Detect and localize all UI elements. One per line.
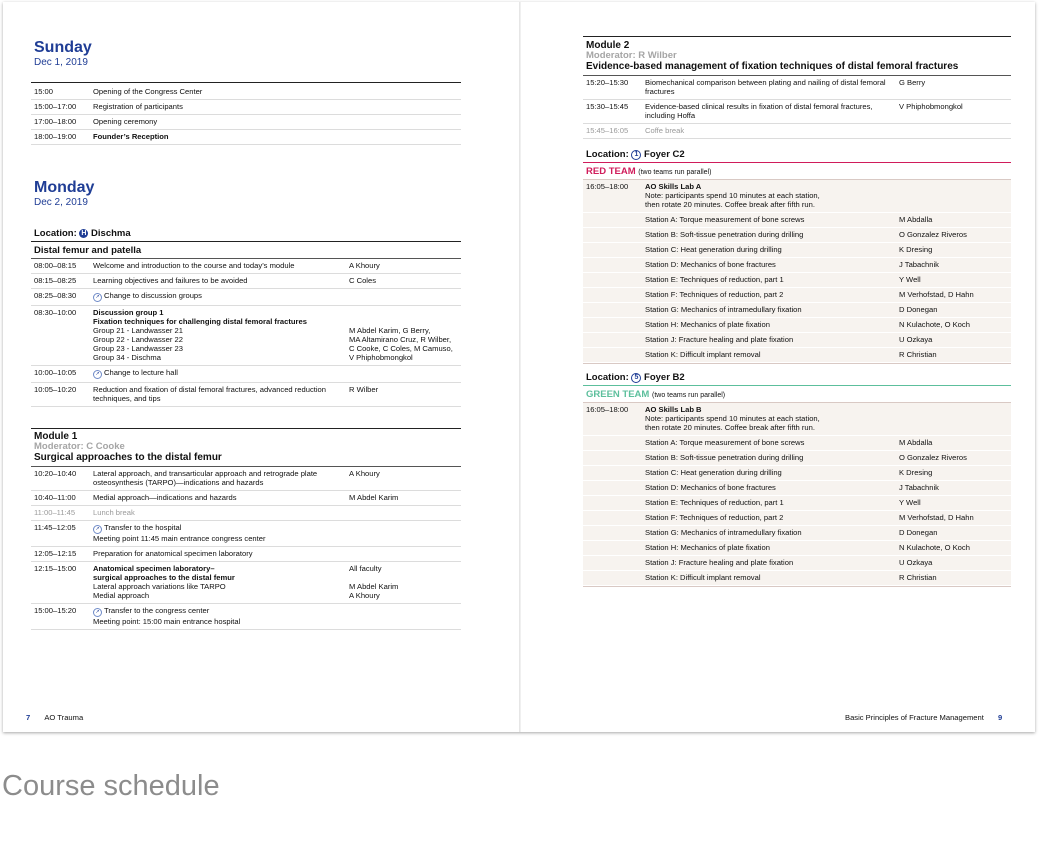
monday-table [31, 258, 461, 407]
page-number: 9 [997, 713, 1003, 722]
module1-rule [31, 428, 461, 429]
table-row: 15:20–15:30 Biomechanical comparison between plating and nailing of distal femoral fractures G Berry [583, 76, 1011, 100]
table-row: 08:15–08:25 Learning objectives and failures to be avoided C Coles [31, 274, 461, 289]
station-row: Station F: Techniques of reduction, part 2 M Verhofstad, D Hahn [583, 288, 1011, 303]
table-row: 15:45–16:05 Coffe break [583, 124, 1011, 139]
page-number: 7 [26, 713, 31, 722]
brochure-spread [3, 2, 1035, 732]
transfer-arrow-icon: ↗ [93, 293, 102, 302]
monday-heading: Monday [34, 179, 95, 196]
table-row: 10:05–10:20 Reduction and fixation of distal femoral fractures, advanced reduction techniques, and tips R Wilber [31, 383, 461, 407]
table-row: 08:25–08:30 ↗ Change to discussion groups [31, 289, 461, 306]
lab-row: 16:05–18:00 AO Skills Lab B Note: participants spend 10 minutes at each station, then rotate 20 minutes. Coffee break after fifth run. [583, 403, 1011, 436]
sunday-table [31, 85, 461, 145]
red-team-block [583, 179, 1011, 364]
table-row: 15:00 Opening of the Congress Center [31, 85, 461, 100]
table-row: 10:20–10:40 Lateral approach, and transarticular approach and retrograde plate osteosynthesis (TARPO)—indications and hazards A Khoury [31, 467, 461, 491]
module2-rule [583, 36, 1011, 37]
sunday-rule [31, 82, 461, 83]
location-marker-icon: 1 [631, 150, 641, 160]
station-row: Station D: Mechanics of bone fractures J Tabachnik [583, 258, 1011, 273]
footer-label: Basic Principles of Fracture Management [845, 713, 984, 722]
red-rule [583, 162, 1011, 163]
table-row: 12:15–15:00 Anatomical specimen laboratory– surgical approaches to the distal femur Lateral approach variations like TARPO Medial approach All faculty M Abdel Karim A Khoury [31, 562, 461, 604]
station-row: Station D: Mechanics of bone fractures J Tabachnik [583, 481, 1011, 496]
red-team-label: RED TEAM (two teams run parallel) [586, 166, 712, 177]
monday-date: Dec 2, 2019 [34, 197, 88, 208]
caption: Course schedule [2, 770, 220, 802]
right-page [583, 2, 1011, 732]
left-page [31, 2, 461, 732]
table-row: 17:00–18:00 Opening ceremony [31, 115, 461, 130]
station-row: Station H: Mechanics of plate fixation N Kulachote, O Koch [583, 318, 1011, 333]
station-row: Station J: Fracture healing and plate fixation U Ozkaya [583, 333, 1011, 348]
location-rule [31, 241, 461, 242]
lab-row: 16:05–18:00 AO Skills Lab A Note: participants spend 10 minutes at each station, then rotate 20 minutes. Coffee break after fifth run. [583, 180, 1011, 213]
footer-right [845, 713, 1002, 722]
station-row: Station K: Difficult implant removal R Christian [583, 571, 1011, 586]
hotel-icon: H [81, 230, 87, 237]
page-gutter [519, 2, 521, 732]
table-row: 08:30–10:00 Discussion group 1 Fixation techniques for challenging distal femoral fractures Group 21 - Landwasser 21 Group 22 - Landwasser 22 Group 23 - Landwasser 23 Group 34 - Dischma M Abdel Karim, G Berry, MA Altamirano Cruz, R Wilber, C Cooke, C Coles, M Camuso, V Phiphobmongkol [31, 306, 461, 366]
monday-location: Location: H Dischma [34, 228, 131, 239]
module1-header: Module 1 Moderator: C Cooke Surgical approaches to the distal femur [34, 431, 222, 463]
table-row: 12:05–12:15 Preparation for anatomical specimen laboratory [31, 547, 461, 562]
station-row: Station G: Mechanics of intramedullary fixation D Donegan [583, 526, 1011, 541]
table-row: 15:00–15:20 ↗ Transfer to the congress center Meeting point: 15:00 main entrance hospital [31, 604, 461, 630]
sunday-heading: Sunday [34, 39, 92, 56]
red-location: Location: 1 Foyer C2 [586, 149, 685, 160]
station-row: Station K: Difficult implant removal R Christian [583, 348, 1011, 363]
footer-left [26, 713, 83, 722]
transfer-arrow-icon: ↗ [93, 608, 102, 617]
station-row: Station C: Heat generation during drilling K Dresing [583, 243, 1011, 258]
station-row: Station E: Techniques of reduction, part 1 Y Well [583, 496, 1011, 511]
table-row: 11:45–12:05 ↗ Transfer to the hospital Meeting point 11:45 main entrance congress center [31, 521, 461, 547]
station-row: Station F: Techniques of reduction, part 2 M Verhofstad, D Hahn [583, 511, 1011, 526]
table-row: 10:40–11:00 Medial approach—indications and hazards M Abdel Karim [31, 491, 461, 506]
station-row: Station E: Techniques of reduction, part 1 Y Well [583, 273, 1011, 288]
table-row: 08:00–08:15 Welcome and introduction to the course and today’s module A Khoury [31, 259, 461, 274]
station-row: Station C: Heat generation during drilling K Dresing [583, 466, 1011, 481]
location-marker-icon: 5 [631, 373, 641, 383]
module2-table [583, 75, 1011, 139]
table-row: 15:30–15:45 Evidence-based clinical results in fixation of distal femoral fractures, including Hoffa V Phiphobmongkol [583, 100, 1011, 124]
station-row: Station G: Mechanics of intramedullary fixation D Donegan [583, 303, 1011, 318]
station-row: Station A: Torque measurement of bone screws M Abdalla [583, 213, 1011, 228]
station-row: Station A: Torque measurement of bone screws M Abdalla [583, 436, 1011, 451]
table-row: 15:00–17:00 Registration of participants [31, 100, 461, 115]
green-rule [583, 385, 1011, 386]
transfer-arrow-icon: ↗ [93, 370, 102, 379]
green-team-block [583, 402, 1011, 587]
table-row: 10:00–10:05 ↗ Change to lecture hall [31, 366, 461, 383]
station-row: Station J: Fracture healing and plate fixation U Ozkaya [583, 556, 1011, 571]
station-row: Station H: Mechanics of plate fixation N Kulachote, O Koch [583, 541, 1011, 556]
green-location: Location: 5 Foyer B2 [586, 372, 685, 383]
transfer-arrow-icon: ↗ [93, 525, 102, 534]
station-row: Station B: Soft-tissue penetration during drilling O Gonzalez Riveros [583, 451, 1011, 466]
table-row: 18:00–19:00 Founder’s Reception [31, 130, 461, 145]
table-row: 11:00–11:45 Lunch break [31, 506, 461, 521]
station-row: Station B: Soft-tissue penetration during drilling O Gonzalez Riveros [583, 228, 1011, 243]
green-team-label: GREEN TEAM (two teams run parallel) [586, 389, 726, 400]
module1-table [31, 466, 461, 630]
sunday-date: Dec 1, 2019 [34, 57, 88, 68]
module2-header: Module 2 Moderator: R Wilber Evidence-based management of fixation techniques of distal femoral fractures [586, 40, 959, 72]
footer-label: AO Trauma [44, 713, 84, 722]
section-title: Distal femur and patella [34, 245, 142, 256]
